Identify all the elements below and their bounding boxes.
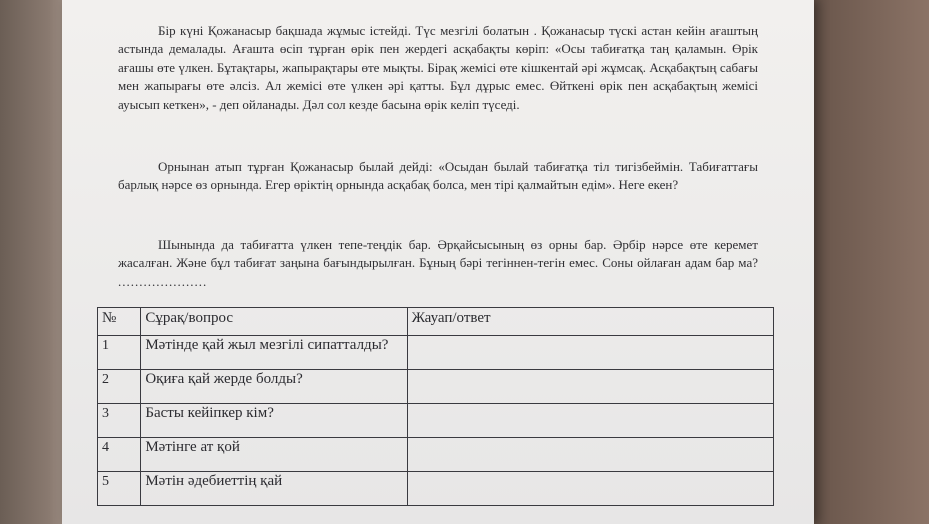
table-row [98, 472, 774, 506]
row-answer-cell[interactable] [407, 472, 773, 506]
row-answer-cell[interactable] [407, 438, 773, 472]
row-number: 1 [98, 336, 141, 370]
story-paragraph-3-text: Шынында да табиғатта үлкен тепе-теңдік бар. Әрқайсысының өз орны бар. Әрбір нәрсе өте керемет жасалған. Және бұл табиғат заңына бағындырылған. Бұның бәрі тегіннен-тегін емес. Соны ойлаған адам бар ма? [118, 237, 758, 271]
table-header-row [98, 308, 774, 336]
row-question: Мәтінде қай жыл мезгілі сипатталды? [141, 336, 407, 370]
answer-blank-line: ..................... [118, 273, 208, 289]
table-row [98, 404, 774, 438]
row-question: Мәтін әдебиеттің қай [141, 472, 407, 506]
row-answer-cell[interactable] [407, 404, 773, 438]
table-row [98, 336, 774, 370]
header-question: Сұрақ/вопрос [141, 308, 407, 336]
row-answer-cell[interactable] [407, 370, 773, 404]
worksheet-page [62, 0, 814, 524]
row-question: Оқиға қай жерде болды? [141, 370, 407, 404]
row-number: 3 [98, 404, 141, 438]
table-row [98, 438, 774, 472]
story-paragraph-2: Орнынан атып тұрған Қожанасыр былай дейді: «Осыдан былай табиғатқа тіл тигізбеймін. Табиғаттағы барлық нәрсе өз орнында. Егер өріктің орнында асқабақ болса, мен тірі қалмайтын едім». Неге екен? [118, 159, 758, 193]
row-answer-cell[interactable] [407, 336, 773, 370]
row-number: 4 [98, 438, 141, 472]
row-question: Мәтінге ат қой [141, 438, 407, 472]
row-number: 5 [98, 472, 141, 506]
background-left [0, 0, 70, 524]
question-answer-table [97, 307, 774, 506]
row-question: Басты кейіпкер кім? [141, 404, 407, 438]
header-answer: Жауап/ответ [407, 308, 773, 336]
table-row [98, 370, 774, 404]
story-paragraph-1: Бір күні Қожанасыр бақшада жұмыс істейді. Түс мезгілі болатын . Қожанасыр түскі астан кейін ағаштың астында демалады. Ағашта өсіп тұрған өрік пен жердегі асқабақты көріп: «Осы табиғатқа таң қаламын. Өрік ағашы өте үлкен. Бұтақтары, жапырақтары өте мықты. Бірақ жемісі өте кішкентай әрі жұмсақ. Асқабақтың сабағы мен жапырағы өте әлсіз. Ал жемісі өте үлкен әрі қатты. Бұл дұрыс емес. Өйткені өрік пен асқабақтың жемісі ауысып кеткен», - деп ойланады. Дәл сол кезде басына өрік келіп түседі. [118, 23, 758, 112]
story-paragraph-3 [118, 236, 758, 291]
header-number: № [98, 308, 141, 336]
row-number: 2 [98, 370, 141, 404]
